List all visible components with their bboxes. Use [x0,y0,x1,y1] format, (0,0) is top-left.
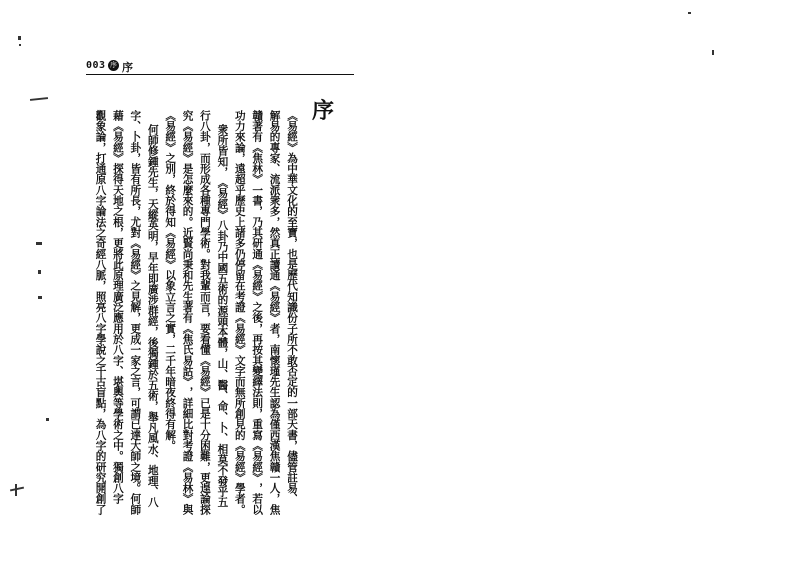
scan-speck [18,36,21,40]
paragraph: 究《易經》是怎麼來的。近賢尚秉和先生著有《焦氏易詁》，詳細比對考證《易林》與 [181,110,194,515]
scan-speck [688,12,691,14]
paragraph: 《易經》之別，終於得知《易經》以象立言之實，二千年暗夜終得有解。 [164,110,177,451]
scan-speck [30,97,48,101]
paragraph: 字、卜卦，皆有所長，尤對《易經》之見解，更成一家之言，可謂已達大師之境。何師 [129,110,142,515]
paragraph: 《易經》為中華文化的至寶，也是歷代知識份子所不敢否定的一部天書，儘管註易、 [286,110,298,505]
scan-speck [38,296,42,299]
paragraph: 藉《易經》探得天地之根，更將此原理廣泛應用於八字、堪輿等學術之中。獨創八字 [111,110,124,505]
scan-speck [38,270,41,274]
preface-body [91,110,300,548]
paragraph: 何師修鍾先生，天縱英明，早年即廣涉群經，後獨鍾於五術，舉凡風水、地理、八 [146,124,159,508]
scan-speck [15,484,17,496]
paragraph: 功力來論，遠超乎歷史上諸多仍停留在考證《易經》文字而無所創見的《易經》學者。 [233,110,246,515]
paragraph: 行八卦，而形成各種專門學術。對我輩而言，要看懂《易經》已是十分困難，更遑論探 [198,110,211,515]
paragraph: 解易的專家、流派衆多，然真正讀通《易經》者，南懷瑾先生認為僅西漢焦贛一人，焦 [268,110,281,515]
seal-mark: 序 [110,61,117,69]
page-number: 003 [86,60,106,71]
scan-speck [36,242,42,245]
scan-speck [19,44,21,46]
running-header [86,60,354,75]
scan-speck [10,487,24,492]
paragraph: 贛著有《焦林》一書，乃其研通《易經》之後，再按其變繹法則，重寫《易經》，若以 [251,110,264,515]
scan-speck [46,418,49,421]
scan-speck [712,50,714,55]
page-title: 序 [312,98,335,124]
paragraph: 衆所皆知，《易經》八卦乃中國五術的源頭本體，山、醫、命、卜、相莫不發乎五 [216,124,229,508]
section-title: 序 [122,61,133,74]
paragraph: 觀象論，打通原八字論法之奇經八脈，照亮八字學說之千古盲點，為八字的研究開創了 [94,110,107,515]
